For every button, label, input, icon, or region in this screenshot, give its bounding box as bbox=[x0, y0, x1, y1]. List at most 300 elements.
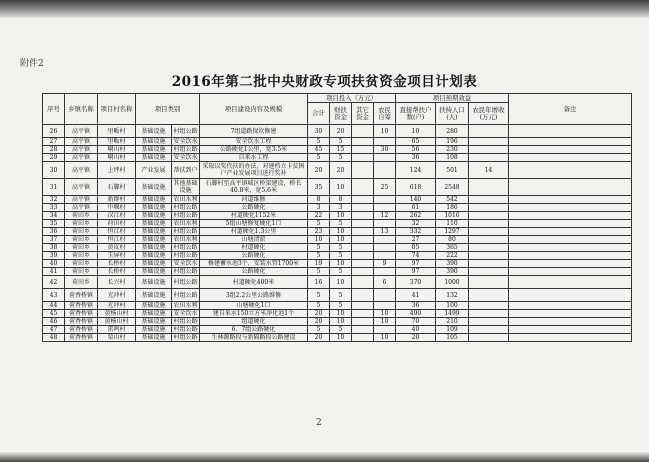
cell-category: 基础设施 bbox=[136, 326, 172, 334]
cell-self-raised bbox=[374, 162, 396, 179]
cell-category: 基础设施 bbox=[136, 302, 172, 310]
cell-total: 20 bbox=[308, 318, 330, 326]
cell-income bbox=[469, 220, 509, 228]
cell-self-raised: 10 bbox=[374, 310, 396, 318]
cell-total: 5 bbox=[308, 326, 330, 334]
cell-other-fund bbox=[352, 138, 374, 146]
cell-content: 安全饮水工程 bbox=[200, 138, 308, 146]
cell-households: 124 bbox=[396, 162, 436, 179]
cell-households: 262 bbox=[396, 212, 436, 220]
cell-poverty-fund: 10 bbox=[330, 212, 352, 220]
cell-content: 公路硬化 bbox=[200, 204, 308, 212]
cell-category: 基础设施 bbox=[136, 289, 172, 302]
header-category: 项目类别 bbox=[136, 94, 200, 125]
table-row bbox=[43, 154, 632, 162]
cell-other-fund bbox=[352, 162, 374, 179]
cell-people: 186 bbox=[436, 204, 469, 212]
cell-subcategory: 农田水利 bbox=[173, 220, 198, 227]
header-self-raised: 农民自筹 bbox=[374, 103, 396, 125]
cell-households: 97 bbox=[396, 268, 436, 276]
cell-content: 村道硬化1152米 bbox=[200, 212, 308, 220]
cell-town: 荷香桥镇 bbox=[65, 289, 98, 302]
cell-poverty-fund: 8 bbox=[330, 196, 352, 204]
cell-remarks bbox=[509, 276, 632, 289]
cell-village: 黄杨山村 bbox=[98, 318, 136, 326]
cell-income bbox=[469, 154, 509, 162]
cell-village: 荷田村 bbox=[98, 220, 136, 228]
cell-content: 建自来水150立方米净化池1个 bbox=[200, 310, 308, 318]
cell-village: 栗山村 bbox=[98, 334, 136, 342]
header-benefit-group: 项目预期效益 bbox=[396, 94, 509, 103]
cell-people: 109 bbox=[436, 326, 469, 334]
cell-seq: 32 bbox=[43, 196, 65, 204]
cell-subcategory: 安全饮水 bbox=[173, 154, 198, 161]
cell-total: 10 bbox=[308, 236, 330, 244]
cell-remarks bbox=[509, 310, 632, 318]
cell-town: 荷田乡 bbox=[65, 252, 98, 260]
cell-remarks bbox=[509, 302, 632, 310]
cell-subcategory: 农田水利 bbox=[173, 196, 198, 203]
cell-self-raised bbox=[374, 268, 396, 276]
cell-poverty-fund: 5 bbox=[330, 326, 352, 334]
cell-town: 高平镇 bbox=[65, 138, 98, 146]
cell-people: 110 bbox=[436, 220, 469, 228]
cell-other-fund bbox=[352, 310, 374, 318]
cell-total: 45 bbox=[308, 146, 330, 154]
cell-seq: 40 bbox=[43, 260, 65, 268]
cell-other-fund bbox=[352, 252, 374, 260]
cell-town: 荷香桥镇 bbox=[65, 310, 98, 318]
table-row bbox=[43, 220, 632, 228]
cell-self-raised: 10 bbox=[374, 318, 396, 326]
cell-self-raised: 30 bbox=[374, 146, 396, 154]
cell-seq: 31 bbox=[43, 179, 65, 196]
cell-category: 基础设施 bbox=[136, 196, 172, 204]
cell-income bbox=[469, 302, 509, 310]
cell-seq: 36 bbox=[43, 228, 65, 236]
cell-households: 140 bbox=[396, 196, 436, 204]
cell-content: 6、7组公路硬化 bbox=[200, 326, 308, 334]
header-content: 项目建设内容及规模 bbox=[200, 94, 308, 125]
cell-other-fund bbox=[352, 260, 374, 268]
cell-households: 490 bbox=[396, 310, 436, 318]
cell-remarks bbox=[509, 334, 632, 342]
cell-content: 公路硬化 bbox=[200, 252, 308, 260]
cell-total: 20 bbox=[308, 310, 330, 318]
cell-other-fund bbox=[352, 236, 374, 244]
cell-remarks bbox=[509, 289, 632, 302]
cell-category: 基础设施 bbox=[136, 228, 172, 236]
cell-category: 基础设施 bbox=[136, 138, 172, 146]
cell-other-fund bbox=[352, 326, 374, 334]
cell-town: 荷香桥镇 bbox=[65, 318, 98, 326]
cell-subcategory: 村组公路 bbox=[173, 318, 198, 325]
table-row bbox=[43, 162, 632, 179]
table-row bbox=[43, 252, 632, 260]
cell-category: 基础设施 bbox=[136, 268, 172, 276]
cell-income bbox=[469, 318, 509, 326]
cell-village: 峒山村 bbox=[98, 146, 136, 154]
header-total: 合计 bbox=[308, 103, 330, 125]
cell-village: 玉屏村 bbox=[98, 252, 136, 260]
cell-category: 基础设施 bbox=[136, 179, 172, 196]
cell-income bbox=[469, 244, 509, 252]
cell-content: 采取以奖代扶的办法，对建档立卡贫困户产业发展项目进行奖补 bbox=[200, 162, 308, 179]
cell-content: 组道硬化 bbox=[200, 318, 308, 326]
cell-total: 5 bbox=[308, 138, 330, 146]
cell-subcategory: 村组公路 bbox=[173, 268, 198, 275]
cell-other-fund bbox=[352, 244, 374, 252]
cell-other-fund bbox=[352, 268, 374, 276]
header-income: 农民年增收(万元) bbox=[469, 103, 509, 125]
cell-poverty-fund: 5 bbox=[330, 244, 352, 252]
cell-people: 1000 bbox=[436, 276, 469, 289]
cell-self-raised bbox=[374, 252, 396, 260]
cell-subcategory: 村组公路 bbox=[172, 125, 200, 138]
cell-content: 公路硬化 bbox=[200, 268, 308, 276]
cell-other-fund bbox=[352, 220, 374, 228]
cell-self-raised bbox=[374, 244, 396, 252]
table-row bbox=[43, 146, 632, 154]
cell-total: 23 bbox=[308, 228, 330, 236]
cell-town: 荷田乡 bbox=[65, 228, 98, 236]
cell-households: 27 bbox=[396, 236, 436, 244]
scan-edge-bottom bbox=[0, 452, 649, 462]
cell-income bbox=[469, 268, 509, 276]
cell-remarks bbox=[509, 260, 632, 268]
cell-subcategory: 村组公路 bbox=[173, 334, 198, 341]
cell-households: 65 bbox=[396, 138, 436, 146]
cell-content: 公路硬化1公里，宽3.5米 bbox=[200, 146, 308, 154]
cell-town: 荷香桥镇 bbox=[65, 334, 98, 342]
cell-category: 基础设施 bbox=[136, 154, 172, 162]
cell-remarks bbox=[509, 212, 632, 220]
cell-poverty-fund: 10 bbox=[330, 310, 352, 318]
cell-remarks bbox=[509, 326, 632, 334]
cell-seq: 30 bbox=[43, 162, 65, 179]
cell-content: 石脚村至高平镇城区桥梁建设，桥长40.8米，宽5.6米 bbox=[200, 179, 308, 196]
cell-remarks bbox=[509, 196, 632, 204]
cell-content: 7组道路保坎修建 bbox=[200, 125, 308, 138]
cell-village: 中堰村 bbox=[98, 204, 136, 212]
cell-poverty-fund: 5 bbox=[330, 268, 352, 276]
cell-seq: 46 bbox=[43, 318, 65, 326]
cell-other-fund bbox=[352, 125, 374, 138]
cell-village: 恒江村 bbox=[98, 228, 136, 236]
cell-category: 基础设施 bbox=[136, 318, 172, 326]
cell-total: 35 bbox=[308, 179, 330, 196]
cell-village: 汉江村 bbox=[98, 212, 136, 220]
cell-remarks bbox=[509, 220, 632, 228]
cell-total: 5 bbox=[308, 244, 330, 252]
cell-village: 石脚村 bbox=[98, 179, 136, 196]
cell-town: 高平镇 bbox=[65, 204, 98, 212]
header-poverty-fund: 财扶资金 bbox=[330, 103, 352, 125]
cell-other-fund bbox=[352, 276, 374, 289]
cell-households: 74 bbox=[396, 252, 436, 260]
header-other-fund: 其它资金 bbox=[352, 103, 374, 125]
cell-self-raised: 25 bbox=[374, 179, 396, 196]
cell-total: 19 bbox=[308, 260, 330, 268]
cell-people: 1499 bbox=[436, 310, 469, 318]
cell-village: 上坪村 bbox=[98, 162, 136, 179]
cell-poverty-fund: 5 bbox=[330, 138, 352, 146]
cell-town: 荷田乡 bbox=[65, 260, 98, 268]
cell-households: 56 bbox=[396, 146, 436, 154]
cell-income bbox=[469, 138, 509, 146]
cell-poverty-fund: 10 bbox=[330, 334, 352, 342]
cell-income bbox=[469, 236, 509, 244]
table-row bbox=[43, 138, 632, 146]
cell-content: 自来水工程 bbox=[200, 154, 308, 162]
cell-content: 村道硬化1.3公里 bbox=[200, 228, 308, 236]
cell-other-fund bbox=[352, 302, 374, 310]
cell-town: 高平镇 bbox=[65, 154, 98, 162]
cell-seq: 44 bbox=[43, 302, 65, 310]
cell-people: 100 bbox=[436, 302, 469, 310]
cell-people: 280 bbox=[436, 125, 469, 138]
cell-subcategory: 安全饮水 bbox=[173, 310, 198, 317]
cell-households: 618 bbox=[396, 179, 436, 196]
cell-category: 基础设施 bbox=[136, 334, 172, 342]
cell-poverty-fund: 10 bbox=[330, 228, 352, 236]
cell-category: 基础设施 bbox=[136, 125, 172, 138]
header-town: 乡镇名称 bbox=[65, 94, 98, 125]
cell-poverty-fund: 3 bbox=[330, 204, 352, 212]
cell-town: 荷田乡 bbox=[65, 276, 98, 289]
cell-households: 10 bbox=[396, 125, 436, 138]
cell-people: 210 bbox=[436, 318, 469, 326]
cell-seq: 39 bbox=[43, 252, 65, 260]
cell-people: 108 bbox=[436, 154, 469, 162]
cell-town: 荷田乡 bbox=[65, 212, 98, 220]
cell-income bbox=[469, 212, 509, 220]
table-row bbox=[43, 310, 632, 318]
cell-village: 光冲村 bbox=[98, 289, 136, 302]
table-row bbox=[43, 268, 632, 276]
cell-self-raised: 9 bbox=[374, 260, 396, 268]
cell-town: 高平镇 bbox=[65, 179, 98, 196]
cell-other-fund bbox=[352, 289, 374, 302]
cell-town: 荷田乡 bbox=[65, 268, 98, 276]
table-row bbox=[43, 302, 632, 310]
cell-total: 5 bbox=[308, 220, 330, 228]
cell-seq: 26 bbox=[43, 125, 65, 138]
cell-income bbox=[469, 146, 509, 154]
cell-subcategory: 安全饮水 bbox=[173, 138, 198, 145]
cell-content: 山塘清淤 bbox=[200, 236, 308, 244]
cell-total: 16 bbox=[308, 276, 330, 289]
cell-category: 基础设施 bbox=[136, 236, 172, 244]
cell-category: 基础设施 bbox=[136, 276, 172, 289]
cell-self-raised bbox=[374, 204, 396, 212]
cell-other-fund bbox=[352, 179, 374, 196]
cell-subcategory: 安全饮水 bbox=[173, 260, 198, 267]
cell-remarks bbox=[509, 162, 632, 179]
cell-seq: 33 bbox=[43, 204, 65, 212]
cell-village: 雷鸣村 bbox=[98, 326, 136, 334]
cell-people: 105 bbox=[436, 334, 469, 342]
cell-income bbox=[469, 260, 509, 268]
cell-content: 生林源路段与新隔路段公路建设 bbox=[200, 334, 308, 342]
cell-income bbox=[469, 179, 509, 196]
cell-self-raised bbox=[374, 302, 396, 310]
cell-people: 542 bbox=[436, 196, 469, 204]
table-row bbox=[43, 276, 632, 289]
cell-other-fund bbox=[352, 334, 374, 342]
cell-seq: 45 bbox=[43, 310, 65, 318]
cell-other-fund bbox=[352, 146, 374, 154]
cell-poverty-fund: 15 bbox=[330, 146, 352, 154]
cell-other-fund bbox=[352, 318, 374, 326]
cell-self-raised bbox=[374, 154, 396, 162]
cell-income bbox=[469, 228, 509, 236]
cell-subcategory: 村组公路 bbox=[173, 204, 198, 211]
cell-seq: 42 bbox=[43, 276, 65, 289]
cell-households: 332 bbox=[396, 228, 436, 236]
cell-people: 365 bbox=[436, 244, 469, 252]
cell-remarks bbox=[509, 146, 632, 154]
project-plan-table bbox=[42, 93, 632, 342]
cell-income bbox=[469, 334, 509, 342]
cell-remarks bbox=[509, 244, 632, 252]
table-row bbox=[43, 244, 632, 252]
cell-total: 22 bbox=[308, 212, 330, 220]
cell-category: 基础设施 bbox=[136, 310, 172, 318]
cell-self-raised bbox=[374, 138, 396, 146]
cell-income bbox=[469, 196, 509, 204]
cell-households: 41 bbox=[396, 289, 436, 302]
cell-other-fund bbox=[352, 204, 374, 212]
cell-subcategory: 其他基础设施 bbox=[173, 180, 198, 194]
cell-town: 高平镇 bbox=[65, 162, 98, 179]
cell-self-raised: 10 bbox=[374, 334, 396, 342]
cell-category: 基础设施 bbox=[136, 260, 172, 268]
attachment-label: 附件2 bbox=[20, 59, 44, 69]
cell-subcategory: 村组公路 bbox=[173, 244, 198, 251]
cell-town: 荷田乡 bbox=[65, 220, 98, 228]
cell-remarks bbox=[509, 154, 632, 162]
cell-total: 5 bbox=[308, 289, 330, 302]
cell-remarks bbox=[509, 138, 632, 146]
cell-total: 8 bbox=[308, 196, 330, 204]
cell-category: 基础设施 bbox=[136, 212, 172, 220]
cell-town: 荷香桥镇 bbox=[65, 302, 98, 310]
cell-income bbox=[469, 326, 509, 334]
cell-content: 3组2.2公里公路维修 bbox=[200, 289, 308, 302]
cell-poverty-fund: 10 bbox=[330, 276, 352, 289]
cell-income bbox=[469, 204, 509, 212]
cell-seq: 29 bbox=[43, 154, 65, 162]
cell-self-raised bbox=[374, 220, 396, 228]
cell-seq: 34 bbox=[43, 212, 65, 220]
table-row bbox=[43, 196, 632, 204]
cell-people: 1297 bbox=[436, 228, 469, 236]
cell-total: 20 bbox=[308, 334, 330, 342]
header-households: 直接帮扶户数(户) bbox=[396, 103, 436, 125]
header-village: 项目村名称 bbox=[98, 94, 136, 125]
cell-self-raised bbox=[374, 289, 396, 302]
cell-village: 恒江村 bbox=[98, 236, 136, 244]
cell-self-raised: 6 bbox=[374, 276, 396, 289]
cell-village: 新群村 bbox=[98, 196, 136, 204]
cell-village: 长桥村 bbox=[98, 260, 136, 268]
cell-people: 2548 bbox=[436, 179, 469, 196]
cell-total: 3 bbox=[308, 204, 330, 212]
table-row bbox=[43, 125, 632, 138]
table-row bbox=[43, 228, 632, 236]
page-number: 2 bbox=[316, 418, 322, 428]
cell-category: 基础设施 bbox=[136, 220, 172, 228]
cell-subcategory: 农田水利 bbox=[173, 236, 198, 243]
cell-self-raised bbox=[374, 236, 396, 244]
cell-households: 20 bbox=[396, 334, 436, 342]
cell-self-raised: 10 bbox=[374, 125, 396, 138]
cell-village: 里畈村 bbox=[98, 138, 136, 146]
cell-village: 长兴村 bbox=[98, 276, 136, 289]
cell-households: 370 bbox=[396, 276, 436, 289]
table-row bbox=[43, 334, 632, 342]
cell-self-raised: 12 bbox=[374, 212, 396, 220]
cell-income bbox=[469, 289, 509, 302]
cell-people: 80 bbox=[436, 236, 469, 244]
cell-content: 修建蓄水池3个，安装水管1700米 bbox=[200, 260, 308, 268]
cell-self-raised: 13 bbox=[374, 228, 396, 236]
cell-remarks bbox=[509, 252, 632, 260]
cell-seq: 35 bbox=[43, 220, 65, 228]
header-remarks: 备注 bbox=[509, 94, 632, 125]
cell-category: 基础设施 bbox=[136, 244, 172, 252]
cell-content: 5组山塘修复硬化1口 bbox=[200, 220, 308, 228]
cell-remarks bbox=[509, 236, 632, 244]
cell-self-raised bbox=[374, 326, 396, 334]
cell-remarks bbox=[509, 204, 632, 212]
cell-households: 85 bbox=[396, 244, 436, 252]
cell-total: 20 bbox=[308, 162, 330, 179]
cell-poverty-fund: 10 bbox=[330, 236, 352, 244]
cell-households: 40 bbox=[396, 326, 436, 334]
cell-total: 5 bbox=[308, 268, 330, 276]
cell-income bbox=[469, 310, 509, 318]
cell-seq: 27 bbox=[43, 138, 65, 146]
cell-town: 荷田乡 bbox=[65, 244, 98, 252]
cell-total: 30 bbox=[308, 125, 330, 138]
cell-remarks bbox=[509, 318, 632, 326]
cell-households: 70 bbox=[396, 318, 436, 326]
cell-village: 峒山村 bbox=[98, 154, 136, 162]
cell-subcategory: 村组公路 bbox=[173, 146, 198, 153]
cell-seq: 41 bbox=[43, 268, 65, 276]
cell-total: 5 bbox=[308, 302, 330, 310]
header-seq: 序号 bbox=[43, 94, 65, 125]
cell-subcategory: 村组公路 bbox=[173, 252, 198, 259]
cell-category: 基础设施 bbox=[136, 146, 172, 154]
cell-subcategory: 村组公路 bbox=[172, 276, 200, 289]
table-row bbox=[43, 204, 632, 212]
cell-income bbox=[469, 125, 509, 138]
cell-households: 32 bbox=[396, 220, 436, 228]
cell-other-fund bbox=[352, 228, 374, 236]
cell-people: 1016 bbox=[436, 212, 469, 220]
cell-poverty-fund: 20 bbox=[330, 162, 352, 179]
cell-self-raised bbox=[374, 196, 396, 204]
cell-seq: 38 bbox=[43, 244, 65, 252]
cell-households: 36 bbox=[396, 154, 436, 162]
header-people: 扶持人口(人) bbox=[436, 103, 469, 125]
cell-households: 61 bbox=[396, 204, 436, 212]
cell-seq: 43 bbox=[43, 289, 65, 302]
document-title: 2016年第二批中央财政专项扶贫资金项目计划表 bbox=[171, 74, 478, 90]
